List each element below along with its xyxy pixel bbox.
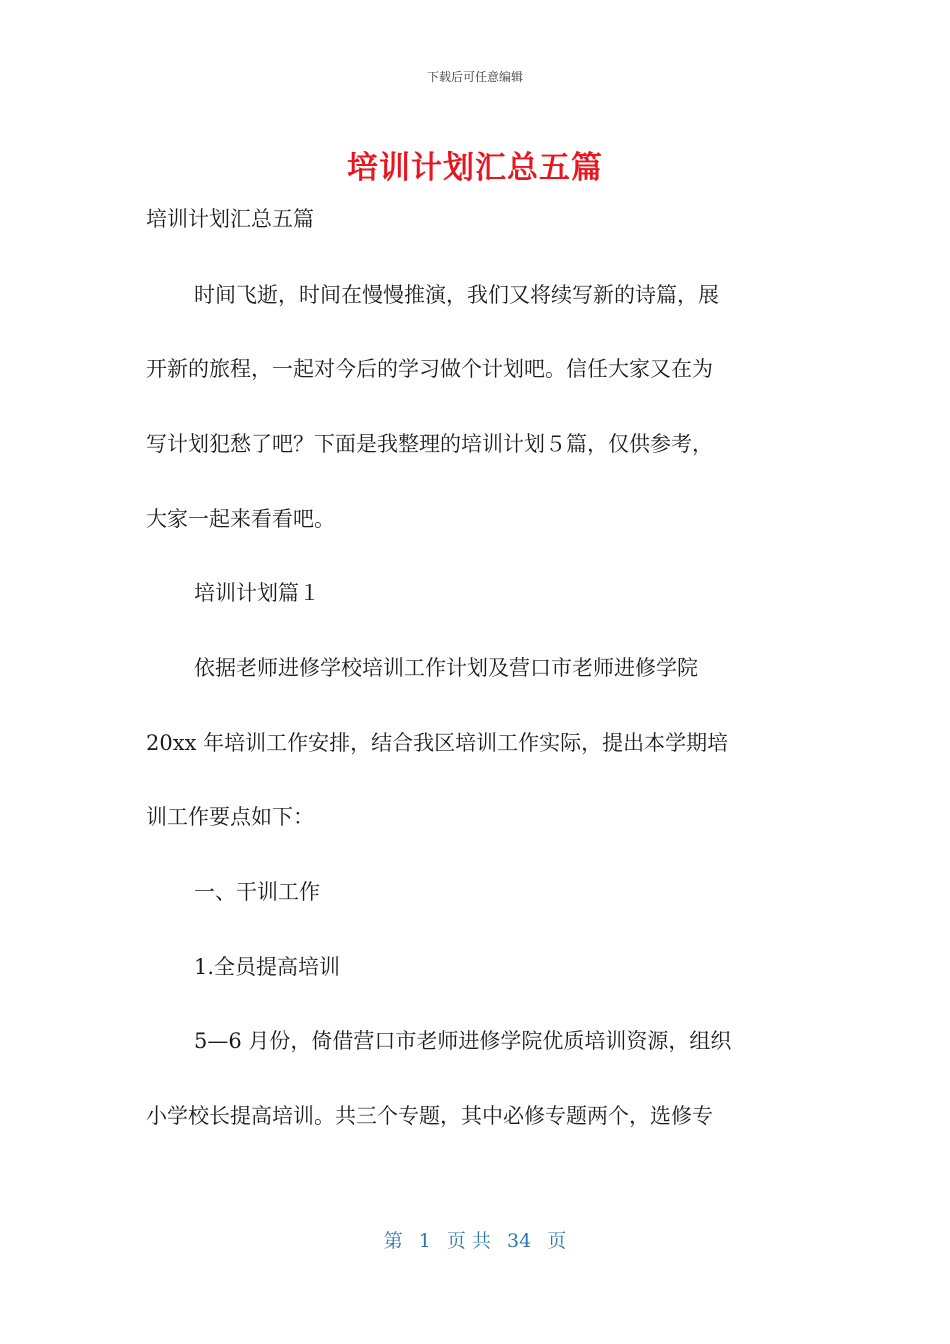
paragraph-line: 写计划犯愁了吧？下面是我整理的培训计划５篇，仅供参考， [146,432,713,456]
section-heading: 一、干训工作 [194,880,320,904]
paragraph-line: 开新的旅程，一起对今后的学习做个计划吧。信任大家又在为 [146,357,713,381]
footer-prefix: 第 [383,1230,403,1252]
paragraph-line: 时间飞逝，时间在慢慢推演，我们又将续写新的诗篇，展 [194,283,719,307]
current-page-number: 1 [418,1230,431,1252]
subsection-heading: 1.全员提高培训 [194,955,341,979]
total-page-count: 34 [507,1230,532,1252]
paragraph-line: 小学校长提高培训。共三个专题，其中必修专题两个，选修专 [146,1104,713,1128]
page-footer [0,1226,950,1253]
footer-middle: 页 共 [446,1230,491,1252]
paragraph-line: 大家一起来看看吧。 [146,507,335,531]
subtitle-line: 培训计划汇总五篇 [146,207,314,231]
header-note: 下载后可任意编辑 [426,70,523,84]
paragraph-line: 20xx 年培训工作安排，结合我区培训工作实际，提出本学期培 [146,731,729,755]
paragraph-line: 训工作要点如下： [146,805,314,829]
paragraph-line: 依据老师进修学校培训工作计划及营口市老师进修学院 [194,656,698,680]
footer-suffix: 页 [547,1230,567,1252]
paragraph-line: 5—6 月份，倚借营口市老师进修学院优质培训资源，组织 [194,1029,732,1053]
document-title: 培训计划汇总五篇 [347,150,603,186]
section-heading: 培训计划篇１ [194,581,320,605]
